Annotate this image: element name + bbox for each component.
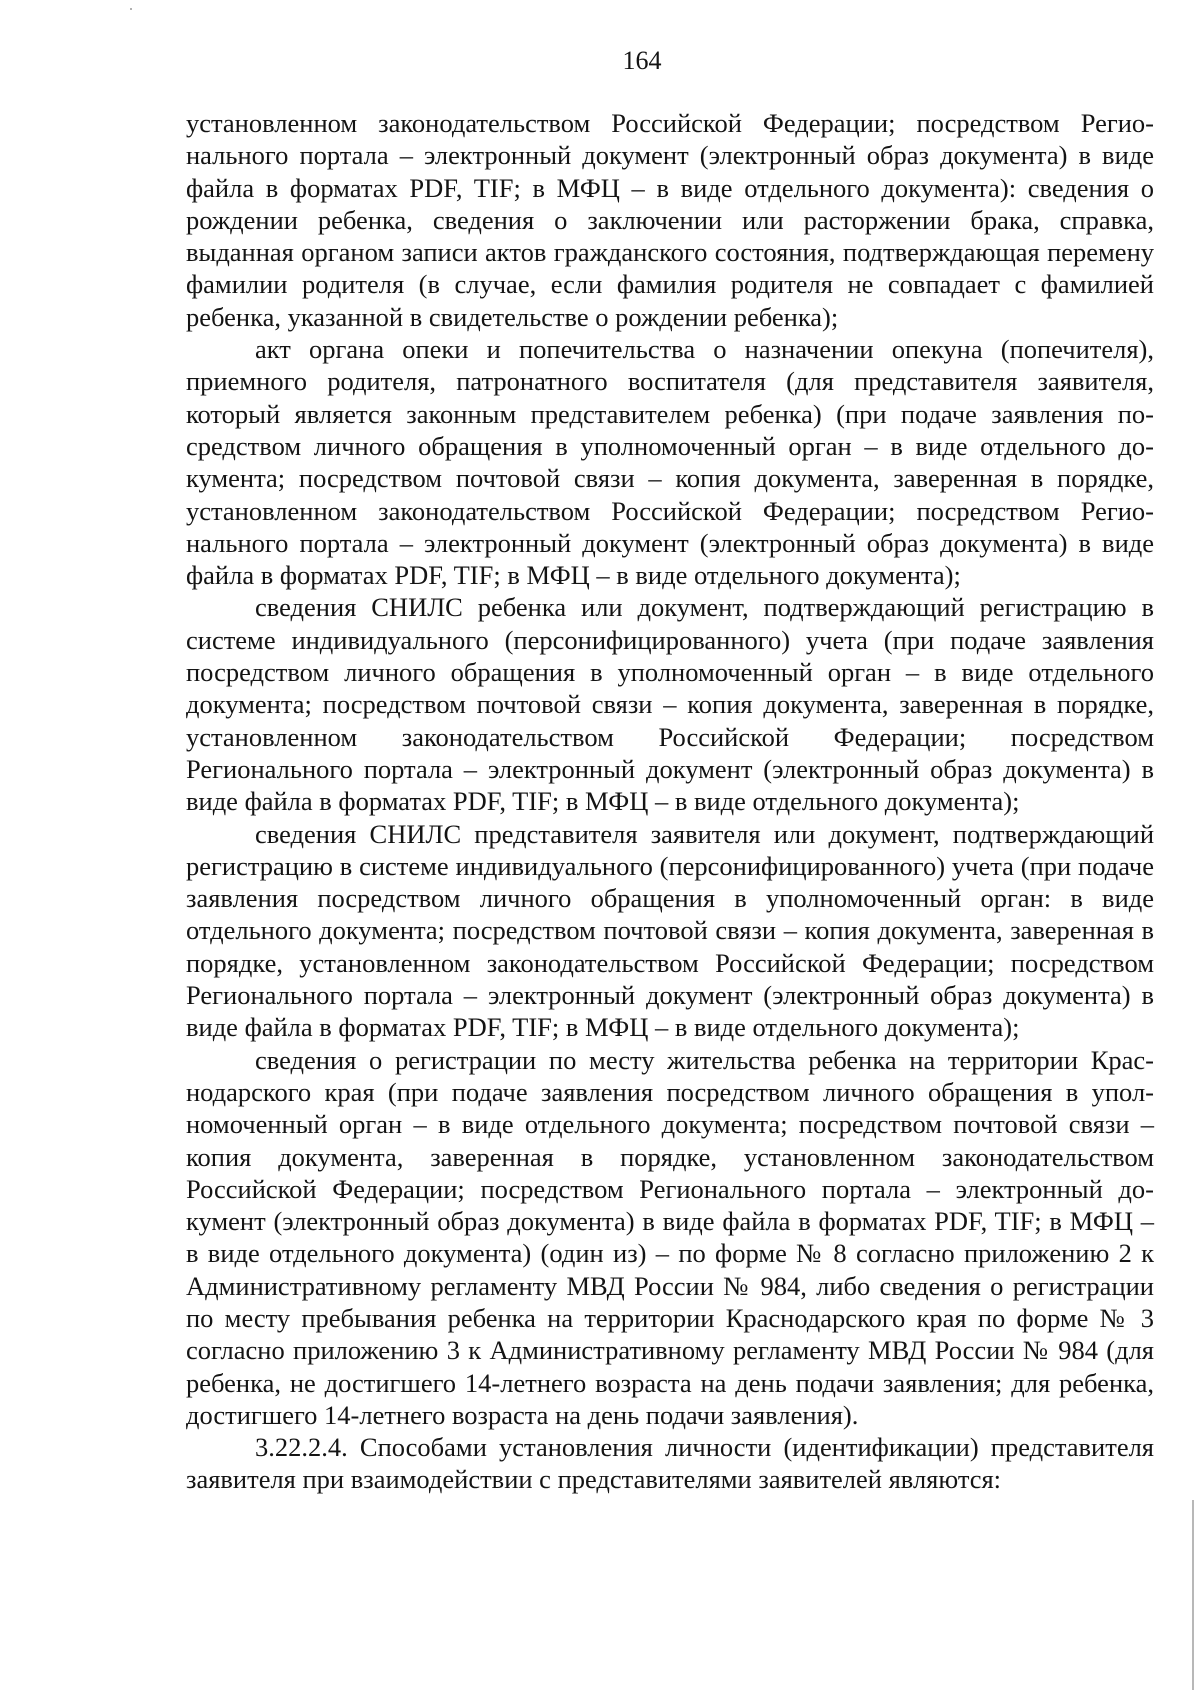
paragraph-representative-snils: сведения СНИЛС представителя заявителя или документ, подтверждающий регистрацию в системе индивидуального (персонифицированного) учета (при подаче заявления посредством личного обращения в уполномоченный орган: в виде отдельного документа; посредством почтовой связи – копия документа, заверенная в порядке, установленном законодательством Российской Федерации; посредством Регионального портала – электронный документ (электронный образ документа) в виде файла в форматах PDF, TIF; в МФЦ – в виде отдельного документа); (186, 818, 1154, 1043)
paragraph-continuation: установленном законодательством Российской Федерации; посредством Регионального портала – электронный документ (электронный образ документа) в виде файла в форматах PDF, TIF; в МФЦ – в виде отдельного документа): сведения о рождении ребенка, сведения о заключении или расторжении брака, справка, выданная органом записи актов гражданского состояния, подтверждающая перемену фамилии родителя (в случае, если фамилия родителя не совпадает с фамилией ребенка, указанной в свидетельстве о рождении ребенка); (186, 108, 1154, 332)
scan-speck (130, 8, 132, 10)
paragraph-residence-registration: сведения о регистрации по месту жительства ребенка на территории Краснодарского края (при подаче заявления посредством личного обращения в уполномоченный орган – в виде отдельного документа; посредством почтовой связи – копия документа, заверенная в порядке, установленном законодательством Российской Федерации; посредством Регионального портала – электронный документ (электронный образ документа) в виде файла в форматах PDF, TIF; в МФЦ – в виде отдельного документа) (один из) – по форме № 8 согласно приложению 2 к Административному регламенту МВД России № 984, либо сведения о регистрации по месту пребывания ребенка на территории Краснодарского края по форме № 3 согласно приложению 3 к Административному регламенту МВД России № 984 (для ребенка, не достигшего 14-летнего возраста на день подачи заявления; для ребенка, достигшего 14-летнего возраста на день подачи заявления). (186, 1044, 1154, 1430)
paragraph-section-3-22-2-4: 3.22.2.4. Способами установления личности (идентификации) представителя заявителя при взаимодействии с представителями заявителей являются: (186, 1432, 1154, 1495)
page-number: 164 (622, 46, 662, 75)
paragraph-guardianship-act: акт органа опеки и попечительства о назначении опекуна (попечителя), приемного родителя, патронатного воспитателя (для представителя заявителя, который является законным представителем ребенка) (при подаче заявления посредством личного обращения в уполномоченный орган – в виде отдельного документа; посредством почтовой связи – копия документа, заверенная в порядке, установленном законодательством Российской Федерации; посредством Регионального портала – электронный документ (электронный образ документа) в виде файла в форматах PDF, TIF; в МФЦ – в виде отдельного документа); (186, 334, 1154, 591)
paragraph-child-snils: сведения СНИЛС ребенка или документ, подтверждающий регистрацию в системе индивидуального (персонифицированного) учета (при подаче заявления посредством личного обращения в уполномоченный орган – в виде отдельного документа; посредством почтовой связи – копия документа, заверенная в порядке, установленном законодательством Российской Федерации; посредством Регионального портала – электронный документ (электронный образ документа) в виде файла в форматах PDF, TIF; в МФЦ – в виде отдельного документа); (186, 592, 1154, 817)
scan-edge-line (1192, 1500, 1194, 1690)
document-body (186, 107, 1154, 1496)
